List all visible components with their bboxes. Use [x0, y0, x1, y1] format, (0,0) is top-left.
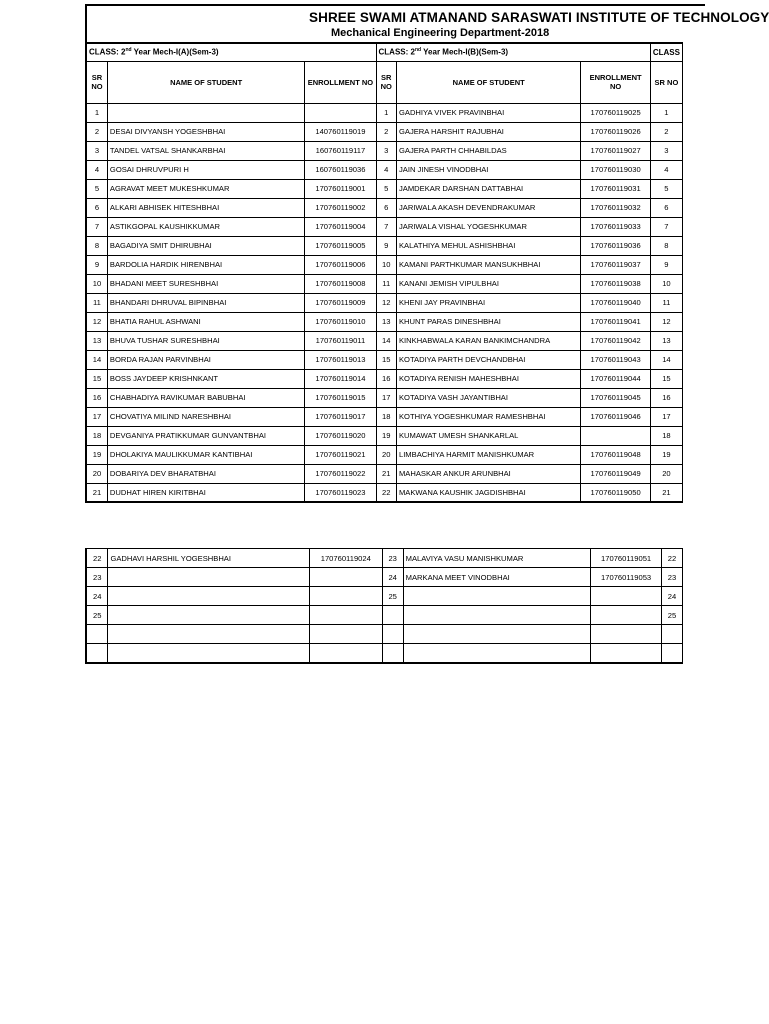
table-row — [86, 274, 683, 293]
enrollment-cell: 170760119009 — [305, 293, 376, 312]
sr-cell: 1 — [376, 103, 396, 122]
sr-cell: 4 — [650, 160, 682, 179]
header-enrollment-b: ENROLLMENT NO — [581, 61, 650, 103]
student-name-cell: ASTIKGOPAL KAUSHIKKUMAR — [107, 217, 304, 236]
student-name-cell: JARIWALA AKASH DEVENDRAKUMAR — [396, 198, 580, 217]
table-row — [86, 464, 683, 483]
sr-cell: 1 — [86, 103, 107, 122]
sr-cell: 16 — [376, 369, 396, 388]
sr-cell — [382, 606, 403, 625]
enrollment-cell: 170760119045 — [581, 388, 650, 407]
enrollment-cell: 170760119041 — [581, 312, 650, 331]
student-name-cell: BOSS JAYDEEP KRISHNKANT — [107, 369, 304, 388]
sr-cell: 25 — [382, 587, 403, 606]
student-table-bottom — [85, 548, 683, 664]
sr-cell — [86, 644, 108, 663]
enrollment-cell — [591, 606, 662, 625]
table-row — [86, 236, 683, 255]
sr-cell: 3 — [86, 141, 107, 160]
student-name-cell — [107, 103, 304, 122]
student-name-cell: MALAVIYA VASU MANISHKUMAR — [403, 549, 591, 568]
sr-cell: 13 — [650, 331, 682, 350]
sr-cell: 23 — [662, 568, 683, 587]
sr-cell: 4 — [86, 160, 107, 179]
table-row — [86, 549, 683, 568]
sr-cell: 11 — [650, 293, 682, 312]
sr-cell: 2 — [376, 122, 396, 141]
enrollment-cell — [309, 587, 382, 606]
student-table-top — [85, 42, 683, 503]
sr-cell: 21 — [376, 464, 396, 483]
table-row — [86, 141, 683, 160]
table-row — [86, 179, 683, 198]
sr-cell: 9 — [376, 236, 396, 255]
sr-cell: 2 — [650, 122, 682, 141]
student-name-cell — [108, 625, 309, 644]
enrollment-cell: 170760119013 — [305, 350, 376, 369]
student-name-cell: DOBARIYA DEV BHARATBHAI — [107, 464, 304, 483]
sr-cell: 15 — [86, 369, 107, 388]
table-row — [86, 331, 683, 350]
student-name-cell: DEVGANIYA PRATIKKUMAR GUNVANTBHAI — [107, 426, 304, 445]
sr-cell: 22 — [86, 549, 108, 568]
table-row — [86, 587, 683, 606]
class-row — [86, 43, 683, 61]
attendance-sheet — [85, 4, 769, 669]
student-name-cell: KAMANI PARTHKUMAR MANSUKHBHAI — [396, 255, 580, 274]
student-name-cell: KUMAWAT UMESH SHANKARLAL — [396, 426, 580, 445]
header-name-a: NAME OF STUDENT — [107, 61, 304, 103]
sr-cell — [86, 625, 108, 644]
student-name-cell — [403, 625, 591, 644]
sr-cell: 8 — [86, 236, 107, 255]
class-b-label: CLASS: 2nd Year Mech-I(B)(Sem-3) — [376, 43, 650, 61]
sr-cell: 15 — [376, 350, 396, 369]
enrollment-cell: 170760119037 — [581, 255, 650, 274]
sr-cell: 9 — [86, 255, 107, 274]
sr-cell: 3 — [376, 141, 396, 160]
sr-cell: 22 — [376, 483, 396, 502]
student-name-cell: BHADANI MEET SURESHBHAI — [107, 274, 304, 293]
sr-cell: 24 — [662, 587, 683, 606]
enrollment-cell: 170760119050 — [581, 483, 650, 502]
table-row — [86, 103, 683, 122]
sr-cell: 12 — [650, 312, 682, 331]
enrollment-cell — [591, 587, 662, 606]
enrollment-cell: 170760119010 — [305, 312, 376, 331]
student-name-cell: BARDOLIA HARDIK HIRENBHAI — [107, 255, 304, 274]
table-row — [86, 426, 683, 445]
student-name-cell: CHABHADIYA RAVIKUMAR BABUBHAI — [107, 388, 304, 407]
student-name-cell — [108, 606, 309, 625]
student-name-cell: AGRAVAT MEET MUKESHKUMAR — [107, 179, 304, 198]
enrollment-cell — [309, 568, 382, 587]
enrollment-cell: 170760119046 — [581, 407, 650, 426]
student-name-cell: KOTADIYA PARTH DEVCHANDBHAI — [396, 350, 580, 369]
sr-cell: 12 — [376, 293, 396, 312]
sr-cell: 18 — [86, 426, 107, 445]
enrollment-cell: 170760119022 — [305, 464, 376, 483]
sr-cell: 20 — [376, 445, 396, 464]
student-name-cell: GADHIYA VIVEK PRAVINBHAI — [396, 103, 580, 122]
table-row — [86, 483, 683, 502]
student-name-cell: GAJERA PARTH CHHABILDAS — [396, 141, 580, 160]
sr-cell: 7 — [86, 217, 107, 236]
sr-cell: 20 — [650, 464, 682, 483]
enrollment-cell: 160760119117 — [305, 141, 376, 160]
student-name-cell: JAIN JINESH VINODBHAI — [396, 160, 580, 179]
enrollment-cell: 170760119032 — [581, 198, 650, 217]
student-name-cell: LIMBACHIYA HARMIT MANISHKUMAR — [396, 445, 580, 464]
student-name-cell: MAHASKAR ANKUR ARUNBHAI — [396, 464, 580, 483]
student-name-cell: GADHAVI HARSHIL YOGESHBHAI — [108, 549, 309, 568]
enrollment-cell: 170760119043 — [581, 350, 650, 369]
sr-cell — [662, 625, 683, 644]
sr-cell: 14 — [376, 331, 396, 350]
sr-cell: 16 — [650, 388, 682, 407]
sr-cell: 2 — [86, 122, 107, 141]
enrollment-cell: 170760119006 — [305, 255, 376, 274]
student-name-cell: DUDHAT HIREN KIRITBHAI — [107, 483, 304, 502]
sr-cell: 7 — [376, 217, 396, 236]
enrollment-cell: 170760119040 — [581, 293, 650, 312]
enrollment-cell: 170760119005 — [305, 236, 376, 255]
table-row — [86, 217, 683, 236]
column-header-row — [86, 61, 683, 103]
sr-cell: 1 — [650, 103, 682, 122]
enrollment-cell — [309, 606, 382, 625]
enrollment-cell — [309, 644, 382, 663]
enrollment-cell: 170760119049 — [581, 464, 650, 483]
sr-cell: 7 — [650, 217, 682, 236]
sr-cell: 3 — [650, 141, 682, 160]
student-name-cell: KHENI JAY PRAVINBHAI — [396, 293, 580, 312]
sr-cell: 25 — [86, 606, 108, 625]
enrollment-cell: 170760119002 — [305, 198, 376, 217]
student-name-cell: DHOLAKIYA MAULIKKUMAR KANTIBHAI — [107, 445, 304, 464]
header-sr-a: SR NO — [86, 61, 107, 103]
student-name-cell — [403, 644, 591, 663]
sr-cell: 10 — [86, 274, 107, 293]
sr-cell: 19 — [376, 426, 396, 445]
sr-cell: 13 — [376, 312, 396, 331]
student-name-cell: KANANI JEMISH VIPULBHAI — [396, 274, 580, 293]
enrollment-cell: 170760119017 — [305, 407, 376, 426]
header-enrollment-a: ENROLLMENT NO — [305, 61, 376, 103]
sr-cell: 5 — [650, 179, 682, 198]
sr-cell: 11 — [86, 293, 107, 312]
sr-cell: 19 — [86, 445, 107, 464]
enrollment-cell — [591, 644, 662, 663]
sr-cell — [382, 644, 403, 663]
sr-cell: 22 — [662, 549, 683, 568]
table-row — [86, 644, 683, 663]
table-row — [86, 606, 683, 625]
student-name-cell: GAJERA HARSHIT RAJUBHAI — [396, 122, 580, 141]
enrollment-cell: 170760119001 — [305, 179, 376, 198]
sr-cell: 23 — [86, 568, 108, 587]
table-row — [86, 369, 683, 388]
table-row — [86, 445, 683, 464]
sr-cell: 24 — [382, 568, 403, 587]
enrollment-cell: 170760119024 — [309, 549, 382, 568]
student-name-cell: GOSAI DHRUVPURI H — [107, 160, 304, 179]
sr-cell: 6 — [650, 198, 682, 217]
enrollment-cell: 170760119027 — [581, 141, 650, 160]
sr-cell: 19 — [650, 445, 682, 464]
enrollment-cell: 170760119026 — [581, 122, 650, 141]
sr-cell: 21 — [86, 483, 107, 502]
table-row — [86, 407, 683, 426]
student-name-cell: DESAI DIVYANSH YOGESHBHAI — [107, 122, 304, 141]
enrollment-cell: 170760119031 — [581, 179, 650, 198]
enrollment-cell — [581, 426, 650, 445]
enrollment-cell: 140760119019 — [305, 122, 376, 141]
sr-cell: 6 — [376, 198, 396, 217]
header-sr-b: SR NO — [376, 61, 396, 103]
sr-cell: 5 — [86, 179, 107, 198]
sr-cell: 5 — [376, 179, 396, 198]
student-name-cell: KALATHIYA MEHUL ASHISHBHAI — [396, 236, 580, 255]
sr-cell: 21 — [650, 483, 682, 502]
header-name-b: NAME OF STUDENT — [396, 61, 580, 103]
sr-cell: 17 — [86, 407, 107, 426]
student-name-cell: BAGADIYA SMIT DHIRUBHAI — [107, 236, 304, 255]
sr-cell: 10 — [376, 255, 396, 274]
sr-cell: 8 — [650, 236, 682, 255]
sr-cell: 18 — [650, 426, 682, 445]
student-name-cell: BHANDARI DHRUVAL BIPINBHAI — [107, 293, 304, 312]
enrollment-cell: 170760119011 — [305, 331, 376, 350]
sr-cell — [662, 644, 683, 663]
student-name-cell: BHATIA RAHUL ASHWANI — [107, 312, 304, 331]
enrollment-cell: 170760119025 — [581, 103, 650, 122]
sr-cell: 10 — [650, 274, 682, 293]
table-row — [86, 160, 683, 179]
enrollment-cell — [591, 625, 662, 644]
sr-cell: 14 — [650, 350, 682, 369]
sr-cell: 12 — [86, 312, 107, 331]
sr-cell: 17 — [650, 407, 682, 426]
student-name-cell: JARIWALA VISHAL YOGESHKUMAR — [396, 217, 580, 236]
table-row — [86, 625, 683, 644]
enrollment-cell: 170760119036 — [581, 236, 650, 255]
sr-cell: 6 — [86, 198, 107, 217]
enrollment-cell: 170760119023 — [305, 483, 376, 502]
student-name-cell — [108, 644, 309, 663]
student-name-cell — [403, 587, 591, 606]
enrollment-cell: 170760119004 — [305, 217, 376, 236]
student-name-cell: MARKANA MEET VINODBHAI — [403, 568, 591, 587]
sr-cell: 18 — [376, 407, 396, 426]
sr-cell: 4 — [376, 160, 396, 179]
sr-cell: 15 — [650, 369, 682, 388]
sr-cell: 20 — [86, 464, 107, 483]
department-subtitle: Mechanical Engineering Department-2018 — [331, 27, 550, 39]
sr-cell: 11 — [376, 274, 396, 293]
enrollment-cell: 170760119038 — [581, 274, 650, 293]
student-name-cell: TANDEL VATSAL SHANKARBHAI — [107, 141, 304, 160]
enrollment-cell: 170760119015 — [305, 388, 376, 407]
student-name-cell: JAMDEKAR DARSHAN DATTABHAI — [396, 179, 580, 198]
sr-cell: 23 — [382, 549, 403, 568]
enrollment-cell — [309, 625, 382, 644]
student-name-cell: KOTADIYA VASH JAYANTIBHAI — [396, 388, 580, 407]
sr-cell: 24 — [86, 587, 108, 606]
enrollment-cell — [305, 103, 376, 122]
sr-cell — [382, 625, 403, 644]
sr-cell: 25 — [662, 606, 683, 625]
enrollment-cell: 170760119021 — [305, 445, 376, 464]
student-name-cell — [403, 606, 591, 625]
enrollment-cell: 170760119048 — [581, 445, 650, 464]
student-name-cell: BHUVA TUSHAR SURESHBHAI — [107, 331, 304, 350]
title-block — [85, 4, 769, 42]
class-a-label: CLASS: 2nd Year Mech-I(A)(Sem-3) — [86, 43, 376, 61]
student-name-cell: ALKARI ABHISEK HITESHBHAI — [107, 198, 304, 217]
table-row — [86, 388, 683, 407]
table-row — [86, 312, 683, 331]
enrollment-cell: 170760119053 — [591, 568, 662, 587]
enrollment-cell: 170760119044 — [581, 369, 650, 388]
institute-title: SHREE SWAMI ATMANAND SARASWATI INSTITUTE OF TECHNOLOGY — [309, 10, 769, 25]
student-name-cell: CHOVATIYA MILIND NARESHBHAI — [107, 407, 304, 426]
table-row — [86, 350, 683, 369]
enrollment-cell: 170760119042 — [581, 331, 650, 350]
table-row — [86, 293, 683, 312]
enrollment-cell: 170760119033 — [581, 217, 650, 236]
enrollment-cell: 170760119051 — [591, 549, 662, 568]
enrollment-cell: 170760119030 — [581, 160, 650, 179]
student-name-cell: KINKHABWALA KARAN BANKIMCHANDRA — [396, 331, 580, 350]
student-name-cell — [108, 568, 309, 587]
student-name-cell: KHUNT PARAS DINESHBHAI — [396, 312, 580, 331]
table-row — [86, 255, 683, 274]
class-c-label: CLASS — [650, 43, 682, 61]
sr-cell: 9 — [650, 255, 682, 274]
student-name-cell: KOTADIYA RENISH MAHESHBHAI — [396, 369, 580, 388]
student-name-cell: MAKWANA KAUSHIK JAGDISHBHAI — [396, 483, 580, 502]
sr-cell: 14 — [86, 350, 107, 369]
student-name-cell: KOTHIYA YOGESHKUMAR RAMESHBHAI — [396, 407, 580, 426]
table-row — [86, 122, 683, 141]
enrollment-cell: 160760119036 — [305, 160, 376, 179]
sr-cell: 16 — [86, 388, 107, 407]
student-name-cell: BORDA RAJAN PARVINBHAI — [107, 350, 304, 369]
enrollment-cell: 170760119014 — [305, 369, 376, 388]
table-row — [86, 198, 683, 217]
sr-cell: 13 — [86, 331, 107, 350]
header-sr-c: SR NO — [650, 61, 682, 103]
student-name-cell — [108, 587, 309, 606]
enrollment-cell: 170760119008 — [305, 274, 376, 293]
sr-cell: 17 — [376, 388, 396, 407]
table-row — [86, 568, 683, 587]
enrollment-cell: 170760119020 — [305, 426, 376, 445]
